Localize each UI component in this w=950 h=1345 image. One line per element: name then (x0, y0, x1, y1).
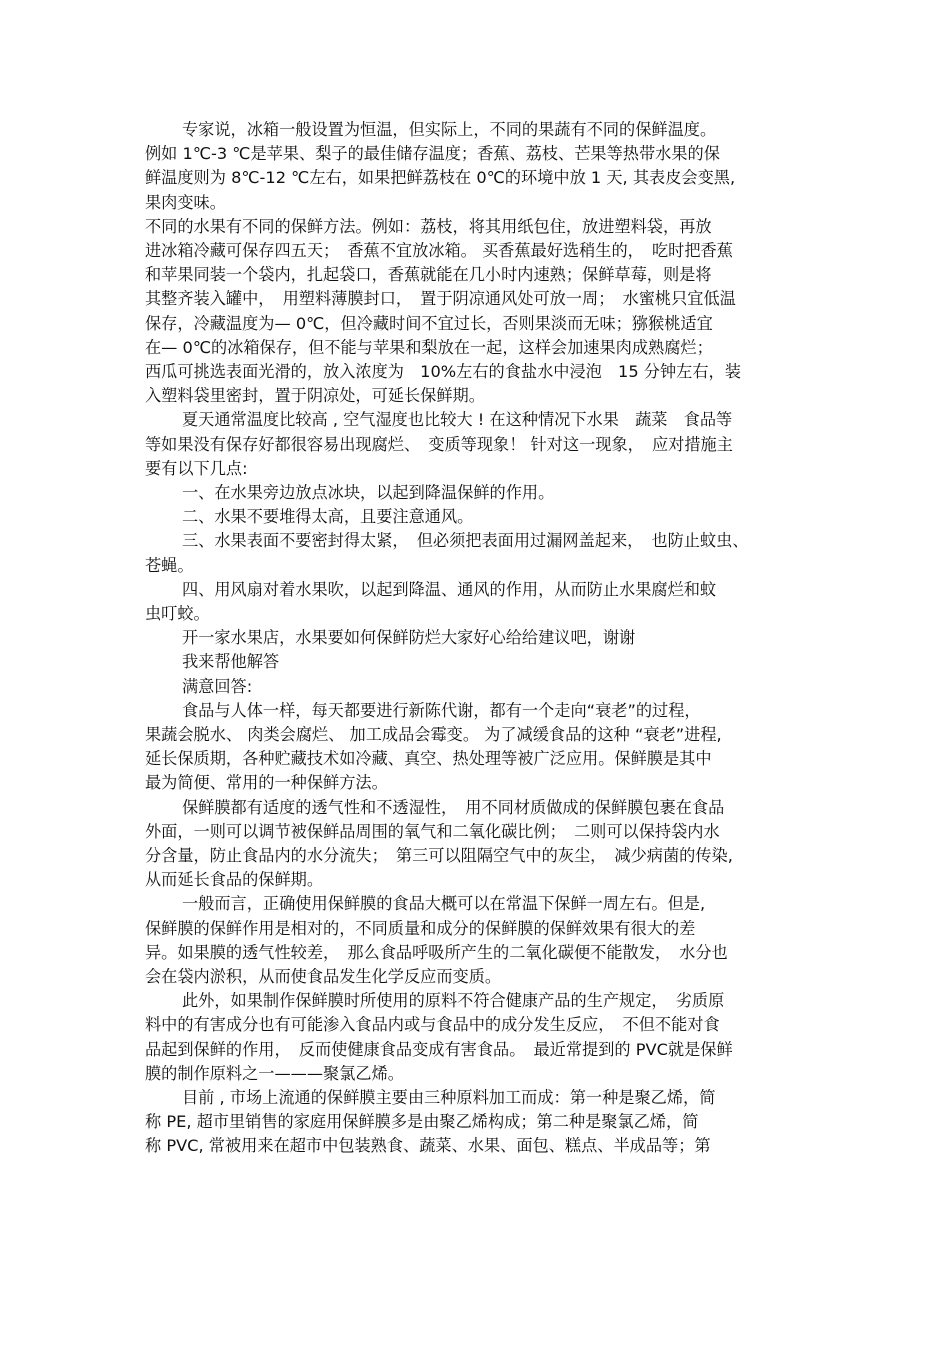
text-line: 苍蝇。 (145, 555, 194, 575)
text-line: 鲜温度则为 8℃-12 ℃左右，如果把鲜荔枝在 0℃的环境中放 1 天, 其表皮会变黑, (145, 168, 736, 188)
text-line: 称 PVC, 常被用来在超市中包装熟食、蔬菜、水果、面包、糕点、半成品等；第 (145, 1136, 711, 1156)
text-line: 三、水果表面不要密封得太紧， 但必须把表面用过漏网盖起来， 也防止蚊虫、 (182, 531, 749, 551)
text-line: 果蔬会脱水、 肉类会腐烂、 加工成品会霉变。 为了减缓食品的这种 “衰老”进程, (145, 725, 722, 744)
text-line: 保鲜膜的保鲜作用是相对的，不同质量和成分的保鲜膜的保鲜效果有很大的差 (145, 918, 696, 938)
text-line: 品起到保鲜的作用， 反而使健康食品变成有害食品。 最近常提到的 PVC就是保鲜 (145, 1039, 733, 1059)
text-line: 例如 1℃-3 ℃是苹果、梨子的最佳储存温度；香蕉、荔枝、芒果等热带水果的保 (145, 144, 720, 164)
text-line: 四、用风扇对着水果吹，以起到降温、通风的作用，从而防止水果腐烂和蚊 (182, 579, 717, 599)
text-line: 进冰箱冷藏可保存四五天； 香蕉不宜放冰箱。 买香蕉最好选稍生的， 吃时把香蕉 (145, 241, 733, 260)
text-line: 目前 , 市场上流通的保鲜膜主要由三种原料加工而成：第一种是聚乙烯，简 (182, 1088, 716, 1107)
text-line: 夏天通常温度比较高 , 空气湿度也比较大 ! 在这种情况下水果 蔬菜 食品等 (182, 410, 733, 430)
text-line: 一、在水果旁边放点冰块，以起到降温保鲜的作用。 (182, 483, 555, 502)
text-line: 外面，一则可以调节被保鲜品周围的氧气和二氧化碳比例； 二则可以保持袋内水 (145, 821, 720, 841)
text-line: 从而延长食品的保鲜期。 (145, 870, 324, 890)
text-line: 延长保质期，各种贮藏技术如冷藏、真空、热处理等被广泛应用。保鲜膜是其中 (145, 749, 712, 769)
text-line: 保鲜膜都有适度的透气性和不透湿性， 用不同材质做成的保鲜膜包裹在食品 (182, 797, 725, 817)
text-line: 二、水果不要堆得太高，且要注意通风。 (182, 507, 474, 527)
text-line: 果肉变味。 (145, 192, 226, 212)
text-line: 其整齐装入罐中， 用塑料薄膜封口， 置于阴凉通风处可放一周； 水蜜桃只宜低温 (145, 289, 736, 309)
text-line: 满意回答: (182, 676, 253, 696)
text-line: 此外，如果制作保鲜膜时所使用的原料不符合健康产品的生产规定， 劣质原 (182, 991, 725, 1011)
text-line: 保存，冷藏温度为— 0℃，但冷藏时间不宜过长，否则果淡而无味；猕猴桃适宜 (145, 313, 713, 333)
text-line: 异。如果膜的透气性较差， 那么食品呼吸所产生的二氧化碳便不能散发， 水分也 (145, 942, 728, 962)
text-line: 西瓜可挑选表面光滑的，放入浓度为 10%左右的食盐水中浸泡 15 分钟左右，装 (145, 362, 741, 381)
text-line: 等如果没有保存好都很容易出现腐烂、 变质等现象！ 针对这一现象， 应对措施主 (145, 434, 733, 454)
text-line: 入塑料袋里密封，置于阴凉处，可延长保鲜期。 (145, 386, 485, 406)
text-line: 称 PE, 超市里销售的家庭用保鲜膜多是由聚乙烯构成；第二种是聚氯乙烯，简 (145, 1112, 699, 1132)
text-line: 食品与人体一样，每天都要进行新陈代谢，都有一个走向“衰老”的过程， (182, 700, 701, 720)
text-line: 开一家水果店，水果要如何保鲜防烂大家好心给给建议吧，谢谢 (182, 628, 636, 648)
text-line: 在— 0℃的冰箱保存，但不能与苹果和梨放在一起，这样会加速果肉成熟腐烂； (145, 337, 713, 357)
text-line: 专家说，冰箱一般设置为恒温，但实际上，不同的果蔬有不同的保鲜温度。 (182, 120, 717, 139)
text-line: 最为简便、常用的一种保鲜方法。 (145, 773, 388, 793)
text-line: 一般而言，正确使用保鲜膜的食品大概可以在常温下保鲜一周左右。但是, (182, 894, 706, 914)
text-line: 料中的有害成分也有可能渗入食品内或与食品中的成分发生反应， 不但不能对食 (145, 1015, 720, 1035)
text-line: 虫叮蛟。 (145, 604, 210, 623)
text-line: 分含量，防止食品内的水分流失； 第三可以阻隔空气中的灰尘， 减少病菌的传染, (145, 846, 733, 865)
text-line: 我来帮他解答 (182, 652, 280, 672)
text-line: 膜的制作原料之一———聚氯乙烯。 (145, 1063, 404, 1083)
text-line: 和苹果同装一个袋内，扎起袋口，香蕉就能在几小时内速熟；保鲜草莓，则是将 (145, 265, 712, 285)
text-line: 不同的水果有不同的保鲜方法。例如：荔枝，将其用纸包住，放进塑料袋，再放 (145, 216, 712, 236)
text-line: 会在袋内淤积，从而使食品发生化学反应而变质。 (145, 967, 502, 986)
text-line: 要有以下几点: (145, 458, 248, 478)
